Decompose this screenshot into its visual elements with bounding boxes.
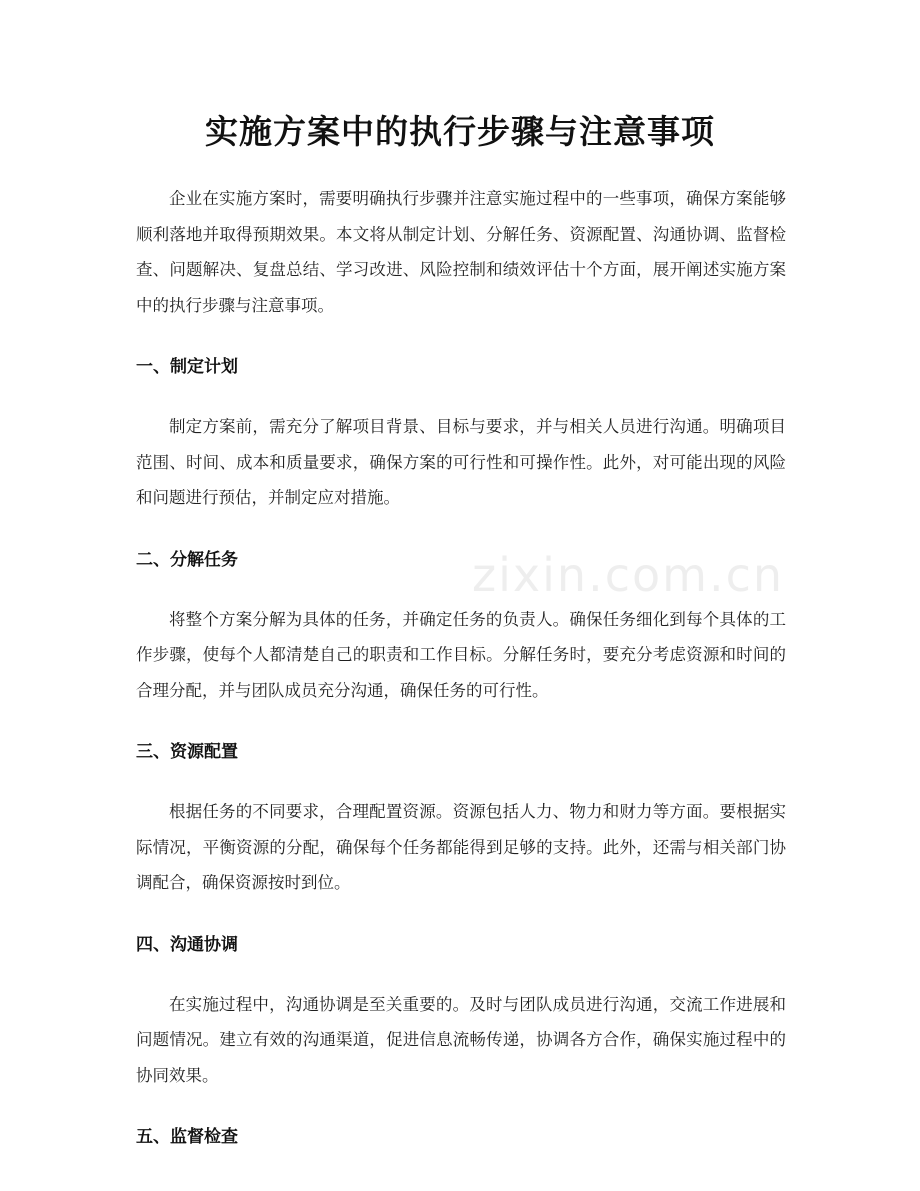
section-heading-3: 三、资源配置 — [136, 742, 238, 762]
watermark: zixin.com.cn — [472, 548, 785, 602]
section-body-2: 将整个方案分解为具体的任务，并确定任务的负责人。确保任务细化到每个具体的工作步骤，使每个人都清楚自己的职责和工作目标。分解任务时，要充分考虑资源和时间的合理分配，并与团队成员充分沟通，确保任务的可行性。 — [136, 609, 786, 700]
document-body — [136, 181, 786, 1155]
section-body-3: 根据任务的不同要求，合理配置资源。资源包括人力、物力和财力等方面。要根据实际情况，平衡资源的分配，确保每个任务都能得到足够的支持。此外，还需与相关部门协调配合，确保资源按时到位。 — [136, 802, 786, 892]
section-heading-4: 四、沟通协调 — [136, 934, 238, 955]
document-title: 实施方案中的执行步骤与注意事项 — [205, 112, 715, 151]
section-body-1: 制定方案前，需充分了解项目背景、目标与要求，并与相关人员进行沟通。明确项目范围、时间、成本和质量要求，确保方案的可行性和可操作性。此外，对可能出现的风险和问题进行预估，并制定应对措施。 — [136, 417, 786, 507]
intro-paragraph: 企业在实施方案时，需要明确执行步骤并注意实施过程中的一些事项，确保方案能够顺利落地并取得预期效果。本文将从制定计划、分解任务、资源配置、沟通协调、监督检查、问题解决、复盘总结、学习改进、风险控制和绩效评估十个方面，展开阐述实施方案中的执行步骤与注意事项。 — [136, 189, 786, 315]
section-heading-2: 二、分解任务 — [136, 549, 238, 570]
section-body-4: 在实施过程中，沟通协调是至关重要的。及时与团队成员进行沟通，交流工作进展和问题情况。建立有效的沟通渠道，促进信息流畅传递，协调各方合作，确保实施过程中的协同效果。 — [136, 994, 786, 1085]
section-heading-5: 五、监督检查 — [136, 1127, 238, 1147]
section-heading-1: 一、制定计划 — [136, 357, 238, 377]
